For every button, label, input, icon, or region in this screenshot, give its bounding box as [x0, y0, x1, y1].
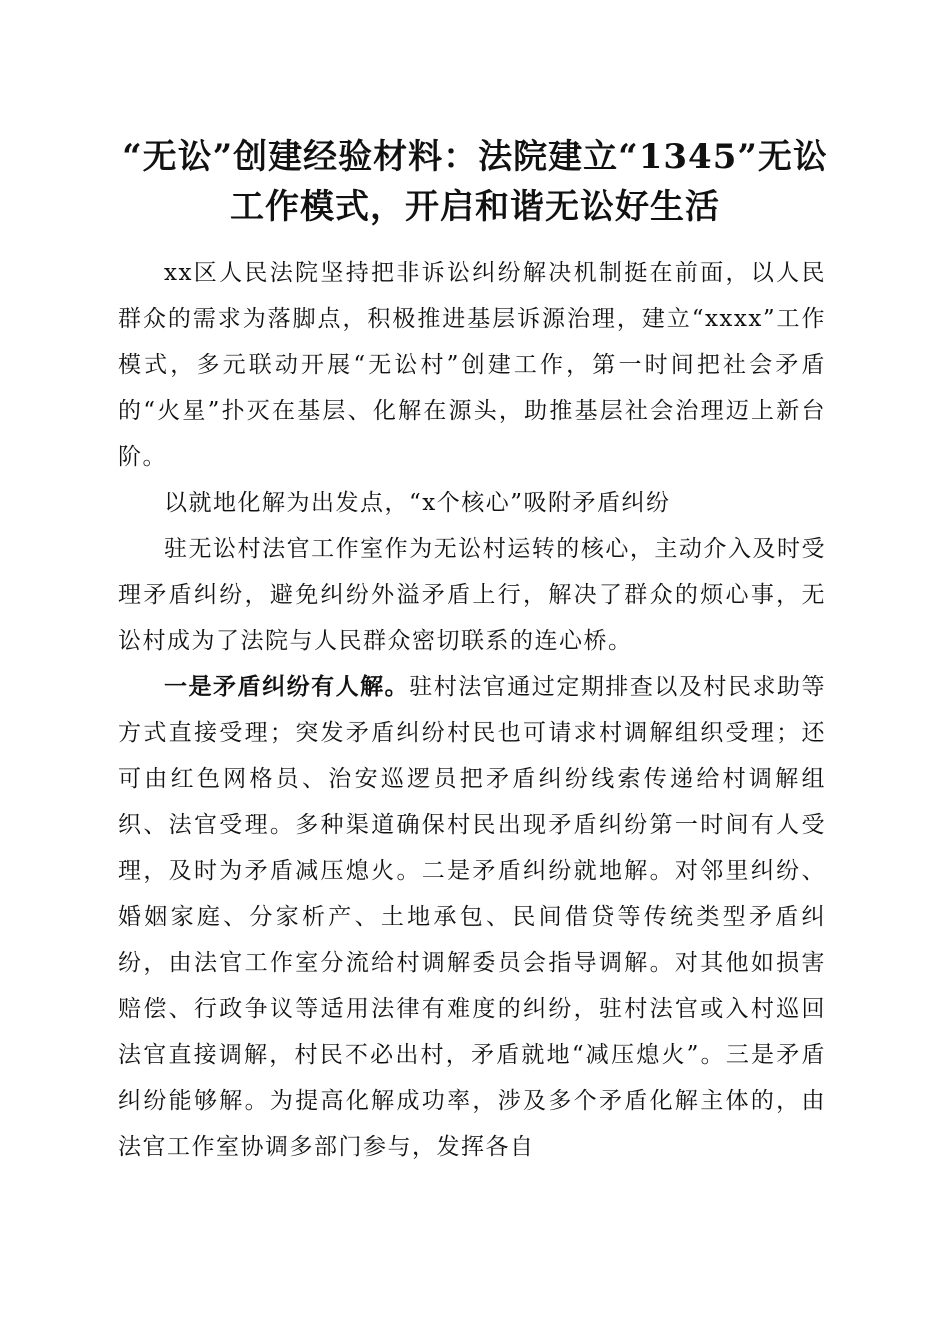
- paragraph-section-heading: 以就地化解为出发点，“x个核心”吸附矛盾纠纷: [164, 490, 671, 516]
- document-body: [118, 250, 826, 1170]
- paragraph-lead-text: 一是矛盾纠纷有人解。: [164, 673, 410, 700]
- paragraph-intro: xx区人民法院坚持把非诉讼纠纷解决机制挺在前面，以人民群众的需求为落脚点，积极推进基层诉源治理，建立“xxxx”工作模式，多元联动开展“无讼村”创建工作，第一时间把社会矛盾的“火星”扑灭在基层、化解在源头，助推基层社会治理迈上新台阶。: [118, 260, 826, 470]
- document-title: “无讼”创建经验材料：法院建立“1345”无讼工作模式，开启和谐无讼好生活: [122, 137, 828, 227]
- paragraph-details-text: 驻村法官通过定期排查以及村民求助等方式直接受理；突发矛盾纠纷村民也可请求村调解组织受理；还可由红色网格员、治安巡逻员把矛盾纠纷线索传递给村调解组织、法官受理。多种渠道确保村民出现矛盾纠纷第一时间有人受理，及时为矛盾减压熄火。二是矛盾纠纷就地解。对邻里纠纷、婚姻家庭、分家析产、土地承包、民间借贷等传统类型矛盾纠纷，由法官工作室分流给村调解委员会指导调解。对其他如损害赔偿、行政争议等适用法律有难度的纠纷，驻村法官或入村巡回法官直接调解，村民不必出村，矛盾就地“减压熄火”。三是矛盾纠纷能够解。为提高化解成功率，涉及多个矛盾化解主体的，由法官工作室协调多部门参与，发挥各自: [118, 674, 827, 1160]
- paragraph-core: 驻无讼村法官工作室作为无讼村运转的核心，主动介入及时受理矛盾纠纷，避免纠纷外溢矛盾上行，解决了群众的烦心事，无讼村成为了法院与人民群众密切联系的连心桥。: [118, 536, 826, 654]
- paragraph-details: [118, 664, 826, 1170]
